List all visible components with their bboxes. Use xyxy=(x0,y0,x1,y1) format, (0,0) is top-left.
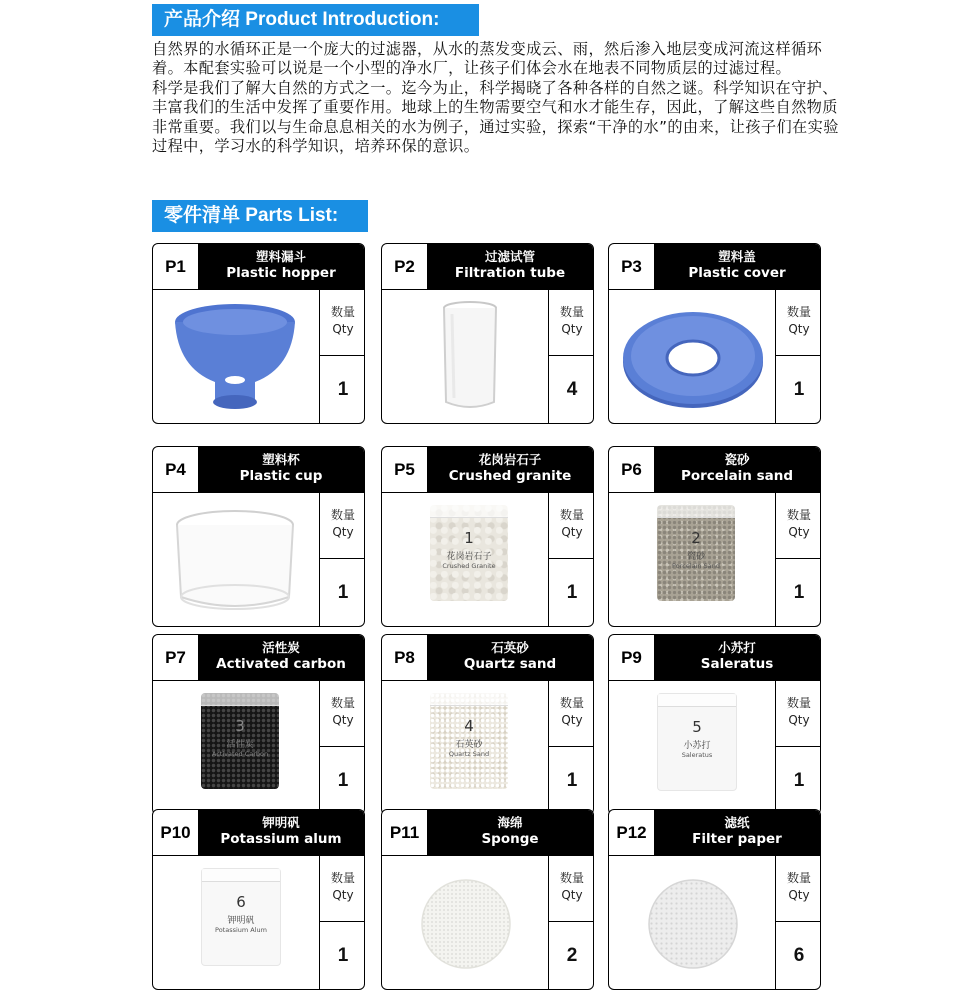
qty-label: 数量 Qty xyxy=(320,493,365,559)
cup-icon xyxy=(153,493,319,627)
part-name-cn: 塑料盖 xyxy=(718,249,756,264)
part-name-en: Activated carbon xyxy=(216,656,346,672)
part-name-cn: 活性炭 xyxy=(262,640,300,655)
tube-icon xyxy=(382,290,548,424)
part-name-en: Quartz sand xyxy=(463,656,557,672)
quantity-box xyxy=(548,290,594,424)
part-number: P4 xyxy=(165,460,186,479)
part-name-en: Crushed granite xyxy=(448,468,572,484)
cover-icon xyxy=(609,290,775,424)
part-name xyxy=(427,244,593,289)
part-card-p7 xyxy=(152,634,365,815)
bag-icon: 5 小苏打 Saleratus xyxy=(609,681,775,815)
part-name-en: Porcelain sand xyxy=(680,468,794,484)
intro-paragraph: 自然界的水循环正是一个庞大的过滤器，从水的蒸发变成云、雨，然后渗入地层变成河流这样循环着。本配套实验可以说是一个小型的净水厂，让孩子们体会水在地表不同物质层的过滤过程。 xyxy=(152,40,823,78)
bag-icon: 2 瓷砂 Porcelain Sand xyxy=(609,493,775,627)
bag-icon: 4 石英砂 Quartz Sand xyxy=(382,681,548,815)
part-number: P10 xyxy=(160,823,191,842)
qty-label: 数量 Qty xyxy=(549,493,594,559)
part-name xyxy=(198,244,364,289)
part-name xyxy=(427,635,593,680)
part-name-en: Sponge xyxy=(481,831,539,847)
part-name xyxy=(427,447,593,492)
quantity-box xyxy=(319,493,365,627)
part-card-p5 xyxy=(381,446,594,627)
part-card-p12 xyxy=(608,809,821,990)
part-name xyxy=(427,810,593,855)
funnel-icon xyxy=(153,290,319,424)
part-name-cn: 塑料杯 xyxy=(262,452,300,467)
part-number: P2 xyxy=(394,257,415,276)
part-number: P5 xyxy=(394,460,415,479)
part-name-cn: 塑料漏斗 xyxy=(255,249,306,264)
qty-label: 数量 Qty xyxy=(320,856,365,922)
part-number: P3 xyxy=(621,257,642,276)
part-number: P7 xyxy=(165,648,186,667)
part-name-en: Filter paper xyxy=(692,831,782,847)
qty-label: 数量 Qty xyxy=(549,856,594,922)
part-number: P9 xyxy=(621,648,642,667)
qty-value: 4 xyxy=(566,379,578,400)
part-number: P11 xyxy=(389,823,420,842)
part-name xyxy=(654,447,820,492)
part-name xyxy=(654,810,820,855)
qty-value: 1 xyxy=(337,770,349,791)
qty-value: 1 xyxy=(337,945,349,966)
quantity-box xyxy=(775,856,821,990)
part-card-p1 xyxy=(152,243,365,424)
part-name-en: Plastic hopper xyxy=(226,265,336,281)
part-card-p9 xyxy=(608,634,821,815)
part-card-p6 xyxy=(608,446,821,627)
bag-icon: 3 活性炭 Activated Carbon xyxy=(153,681,319,815)
sponge-icon xyxy=(382,856,548,990)
part-name-cn: 瓷砂 xyxy=(724,452,750,467)
section-header-parts-list: 零件清单 Parts List: xyxy=(152,200,368,232)
qty-label: 数量 Qty xyxy=(320,681,365,747)
part-name-en: Filtration tube xyxy=(454,265,566,281)
part-card-p2 xyxy=(381,243,594,424)
quantity-box xyxy=(548,493,594,627)
qty-value: 1 xyxy=(337,379,349,400)
intro-text xyxy=(152,40,842,156)
part-name-cn: 滤纸 xyxy=(724,815,750,830)
qty-value: 1 xyxy=(793,582,805,603)
qty-value: 1 xyxy=(566,582,578,603)
qty-value: 1 xyxy=(337,582,349,603)
part-name xyxy=(654,244,820,289)
part-name-en: Potassium alum xyxy=(220,831,342,847)
part-card-p8 xyxy=(381,634,594,815)
quantity-box xyxy=(775,290,821,424)
qty-value: 6 xyxy=(793,945,805,966)
qty-value: 2 xyxy=(566,945,578,966)
quantity-box xyxy=(548,856,594,990)
qty-label: 数量 Qty xyxy=(549,290,594,356)
part-name-cn: 过滤试管 xyxy=(484,249,535,264)
quantity-box xyxy=(775,681,821,815)
part-name-en: Saleratus xyxy=(700,656,774,672)
part-name-cn: 海绵 xyxy=(497,815,523,830)
bag-icon: 1 花岗岩石子 Crushed Granite xyxy=(382,493,548,627)
part-name xyxy=(198,810,364,855)
filter-paper-icon xyxy=(609,856,775,990)
part-name-cn: 小苏打 xyxy=(718,640,756,655)
part-name xyxy=(198,635,364,680)
quantity-box xyxy=(319,856,365,990)
quantity-box xyxy=(775,493,821,627)
part-number: P12 xyxy=(616,823,647,842)
qty-label: 数量 Qty xyxy=(776,856,821,922)
part-name-en: Plastic cup xyxy=(239,468,323,484)
part-card-p10 xyxy=(152,809,365,990)
quantity-box xyxy=(548,681,594,815)
qty-value: 1 xyxy=(793,770,805,791)
section-header-product-introduction: 产品介绍 Product Introduction: xyxy=(152,4,479,36)
qty-label: 数量 Qty xyxy=(549,681,594,747)
qty-label: 数量 Qty xyxy=(776,681,821,747)
part-number: P8 xyxy=(394,648,415,667)
part-name-en: Plastic cover xyxy=(688,265,786,281)
part-name-cn: 石英砂 xyxy=(491,640,529,655)
quantity-box xyxy=(319,681,365,815)
part-card-p3 xyxy=(608,243,821,424)
qty-label: 数量 Qty xyxy=(776,493,821,559)
part-number: P1 xyxy=(165,257,186,276)
part-name-cn: 钾明矾 xyxy=(262,815,300,830)
intro-paragraph: 科学是我们了解大自然的方式之一。迄今为止，科学揭晓了各种各样的自然之谜。科学知识在守护、丰富我们的生活中发挥了重要作用。地球上的生物需要空气和水才能生存，因此，了解这些自然物质非常重要。我们以与生命息息相关的水为例子，通过实验，探索“干净的水”的由来，让孩子们在实验过程中，学习水的科学知识，培养环保的意识。 xyxy=(152,78,839,156)
part-card-p11 xyxy=(381,809,594,990)
quantity-box xyxy=(319,290,365,424)
qty-label: 数量 Qty xyxy=(776,290,821,356)
qty-value: 1 xyxy=(566,770,578,791)
part-name xyxy=(654,635,820,680)
qty-value: 1 xyxy=(793,379,805,400)
bag-icon: 6 钾明矾 Potassium Alum xyxy=(153,856,319,990)
part-card-p4 xyxy=(152,446,365,627)
part-number: P6 xyxy=(621,460,642,479)
qty-label: 数量 Qty xyxy=(320,290,365,356)
part-name-cn: 花岗岩石子 xyxy=(478,452,542,467)
part-name xyxy=(198,447,364,492)
